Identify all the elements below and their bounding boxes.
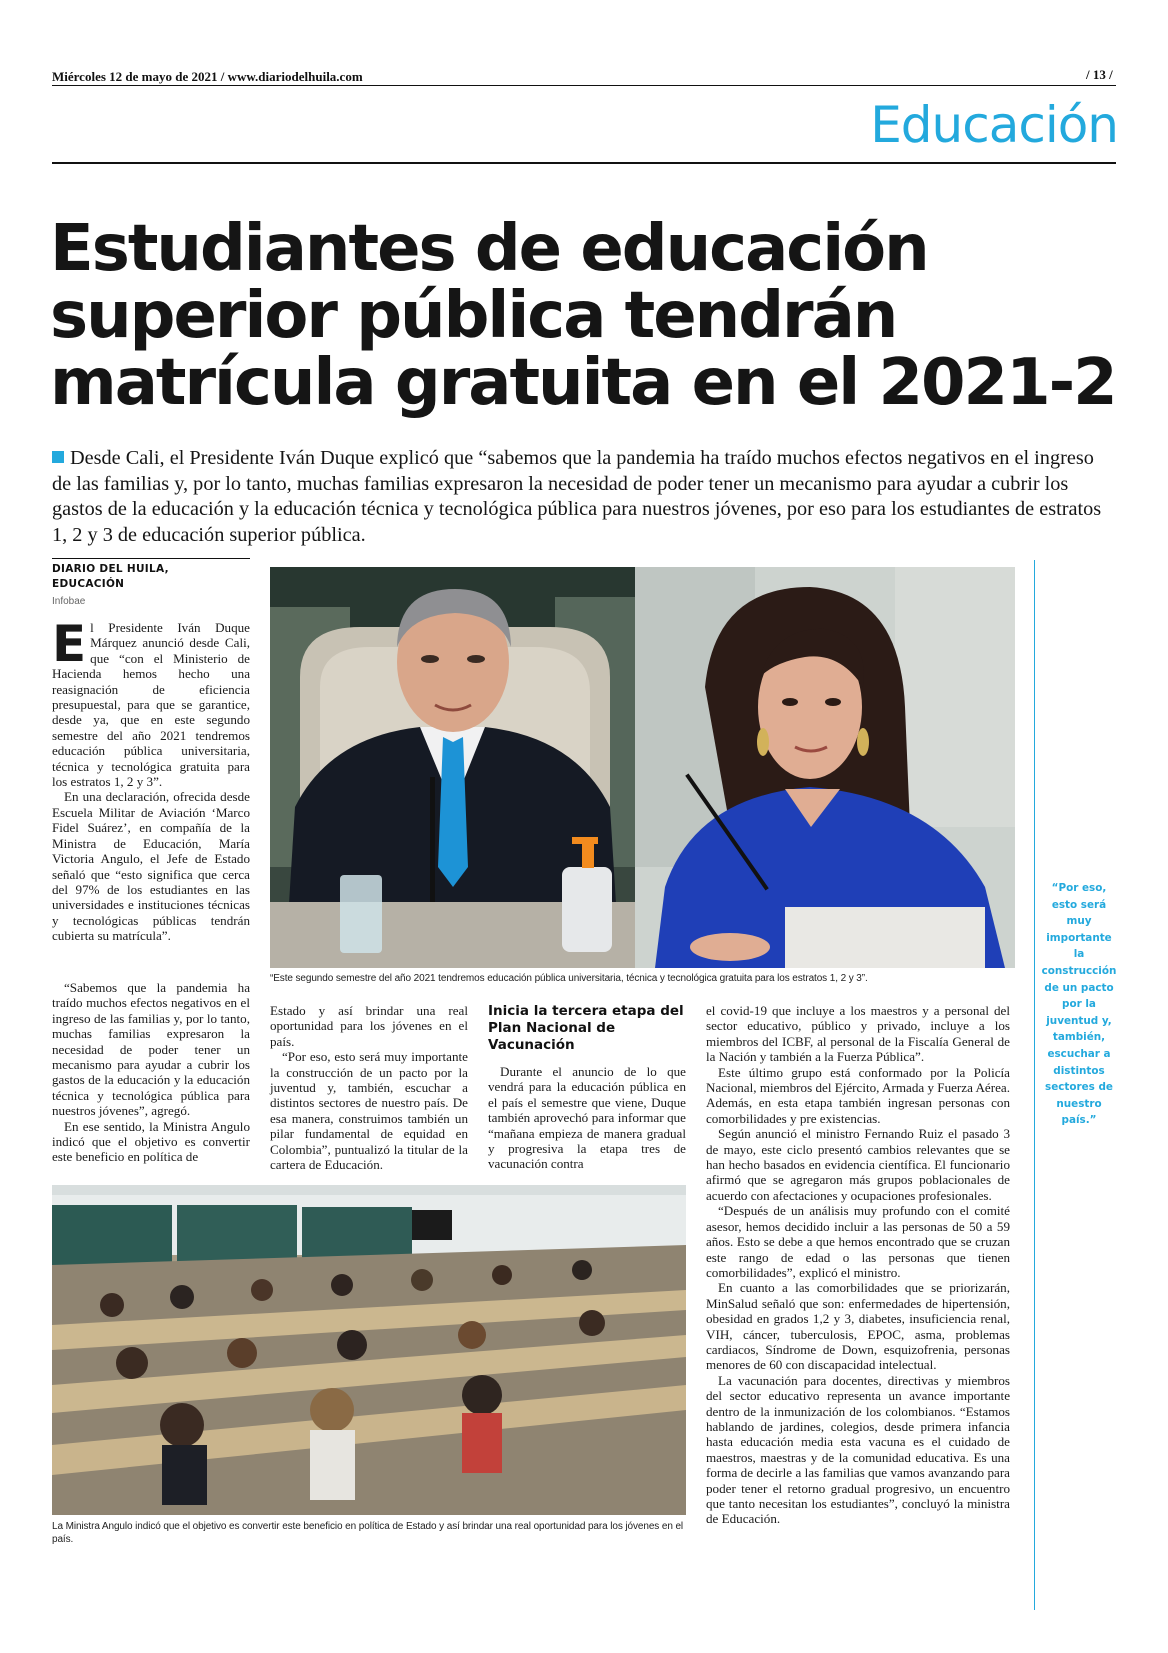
source: Infobae [52,596,86,607]
paragraph: La vacunación para docentes, directivas y miembros del sector educativo representa un avance importante dentro de la inmunización de los colombianos. “Estamos hablando de jardines, colegios, desde primera infancia hasta educación media esta vacuna es el cuidado de maestros, maestras y de la comunidad educativa. Es una forma de decirle a las familias que vamos avanzando para poder tener el retorno gradual progresivo, un encuentro que tanto necesitan los estudiantes”, concluyó la ministra de Educación. [706,1372,1010,1527]
page-number: / 13 / [1086,67,1113,82]
paragraph: Según anunció el ministro Fernando Ruiz el pasado 3 de mayo, este ciclo presentó cambios relevantes que se han hecho basados en evidencia científica. El funcionario afirmó que se agregaron más grupos poblacionales de acuerdo con afectaciones y ocupaciones profesionales. [706,1126,1010,1203]
pull-quote: “Por eso, esto será muy importante la construcción de un pacto por la juventud y, también, escuchar a distintos sectores de nuestro país.” [1041,882,1117,1127]
section-rule [52,162,1116,164]
paragraph-text: l Presidente Iván Duque Márquez anunció desde Cali, que “con el Ministerio de Hacienda hemos hecho una reasignación de eficiencia presupuestal, para que se garantice, desde ya, que en este segundo semestre del año 2021 tendremos educación pública universitaria, técnica y tecnológica gratuita para los estratos 1, 2 y 3”. [52,620,250,790]
dropcap: E [52,615,87,673]
paragraph: Este último grupo está conformado por la Policía Nacional, miembros del Ejército, Armada y Fuerza Aérea. Además, en esta etapa también ingresan personas con comorbilidades y pre existencias. [706,1064,1010,1126]
section-title: Educación [870,96,1118,154]
headline-line: superior pública tendrán [50,279,897,353]
headline [50,212,1130,420]
photo-president-duque [270,567,635,968]
column-1 [52,615,250,944]
headline-line: Estudiantes de educación [50,212,928,286]
paragraph: el covid-19 que incluye a los maestros y a personal del sector educativo, público y privado, incluye a los miembros del ICBF, al personal de la Fiscalía General de la Nación y también a la Fuerza Pública”. [706,1003,1010,1065]
byline-rule [52,558,250,559]
paragraph: Durante el anuncio de lo que vendrá para la educación pública en el país el semestre que viene, Duque también aprovechó para informar que “mañana empieza de manera gradual y progresiva la etapa tres de vacunación contra [488,1064,686,1172]
photo-classroom [52,1185,686,1515]
lead-text: Desde Cali, el Presidente Iván Duque explicó que “sabemos que la pandemia ha traído muchos efectos negativos en el ingreso de las familias y, por lo tanto, muchas familias expresaron la necesidad de poder tener un mecanismo para ayudar a cubrir los gastos de la educación y la educación técnica y tecnológica pública para nuestros jóvenes, por eso para los estudiantes de estratos 1, 2 y 3 de educación superior pública. [52,447,1102,546]
paragraph: “Sabemos que la pandemia ha traído muchos efectos negativos en el ingreso de las familias y, por lo tanto, muchas familias expresaron la necesidad de poder tener un mecanismo para ayudar a cubrir los gastos de la educación y la educación técnica y tecnológica pública para nuestros jóvenes”, agregó. [52,980,250,1119]
paragraph: “Después de un análisis muy profundo con el comité asesor, hemos decidido incluir a las personas de 50 a 59 años. Esto se debe a que hemos encontrado que se cruzan este rango de edad o las personas que tienen comorbilidades”, explicó el ministro. [706,1203,1010,1280]
photo-minister-angulo [635,567,1015,968]
lead-marker-icon [52,451,64,463]
paragraph: “Por eso, esto será muy importante la construcción de un pacto por la juventud y, también, escuchar a distintos sectores de nuestro país. De esa manera, construimos también un pilar fundamental de equidad en Colombia”, puntualizó la titular de la cartera de Educación. [270,1049,468,1173]
paragraph: En una declaración, ofrecida desde Escuela Militar de Aviación ‘Marco Fidel Suárez’, en compañía de la Ministra de Educación, María Victoria Angulo, el Jefe de Estado señaló que “esto significa que cerca del 97% de los estudiantes en las universidades e instituciones técnicas y tecnológicas públicas tendrán cubierta su matrícula”. [52,789,250,944]
photo-caption-bottom: La Ministra Angulo indicó que el objetivo es convertir este beneficio en política de Estado y así brindar una real oportunidad para los jóvenes en el país. [52,1521,684,1545]
paragraph: Estado y así brindar una real oportunidad para los jóvenes en el país. [270,1003,468,1049]
top-rule [52,85,1116,86]
column-2 [270,1003,468,1172]
photo-caption-top: “Este segundo semestre del año 2021 tendremos educación pública universitaria, técnica y tecnológica gratuita para los estratos 1, 2 y 3”. [270,973,868,984]
byline: DIARIO DEL HUILA, EDUCACIÓN [52,563,169,590]
column-4 [706,1003,1010,1527]
paragraph: En ese sentido, la Ministra Angulo indicó que el objetivo es convertir este beneficio en política de [52,1118,250,1165]
issue-date-site: Miércoles 12 de mayo de 2021 / www.diariodelhuila.com [52,69,363,84]
subheading: Inicia la tercera etapa del Plan Nacional de Vacunación [488,1003,684,1053]
lead-paragraph [52,446,1118,548]
paragraph: En cuanto a las comorbilidades que se priorizarán, MinSalud señaló que son: enfermedades de hipertensión, obesidad en grados 1,2 y 3, diabetes, insuficiencia renal, VIH, cáncer, tuberculosis, EPOC, asma, problemas cardiacos, Síndrome de Down, esquizofrenia, personas menores de 60 con discapacidad intelectual. [706,1280,1010,1373]
paragraph [52,615,250,790]
sidebar-rule [1034,560,1035,1610]
headline-line: matrícula gratuita en el 2021-2 [50,346,1116,420]
column-3 [488,1003,686,1172]
column-1-continued [52,980,250,1165]
